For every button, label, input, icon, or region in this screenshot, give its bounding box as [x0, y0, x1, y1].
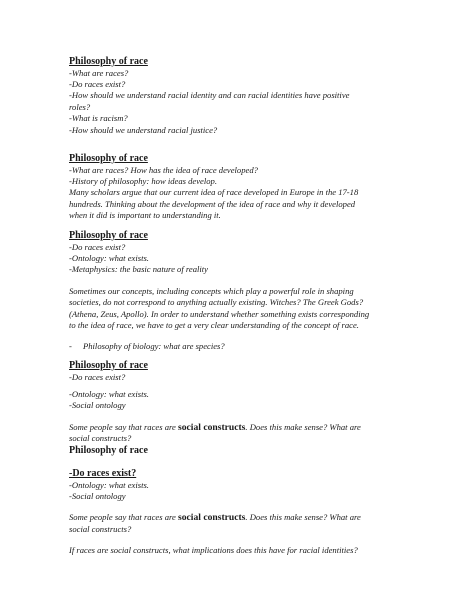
section-heading: Philosophy of race — [69, 230, 148, 241]
paragraph-line: Sometimes our concepts, including concepts which play a powerful role in shaping — [69, 285, 354, 296]
bullet-text: Philosophy of biology: what are species? — [83, 341, 225, 352]
emphasis-text: social constructs — [178, 421, 246, 433]
bullet-item — [69, 341, 414, 352]
emphasis-text: social constructs — [178, 512, 246, 524]
paragraph-line — [69, 422, 414, 433]
text-line: hundreds. Thinking about the development of the idea of race and why it developed — [69, 198, 356, 209]
text-line: -Ontology: what exists. — [69, 479, 149, 490]
text-line: -How should we understand racial identity and can racial identities have positive — [69, 90, 350, 101]
text-line: -Do races exist? — [69, 371, 126, 382]
paragraph-line: (Athena, Zeus, Apollo). In order to understand whether something exists corresponding — [69, 308, 370, 319]
text-line: -History of philosophy: how ideas develop. — [69, 175, 217, 186]
text-line: -How should we understand racial justice? — [69, 124, 218, 135]
paragraph-line: social constructs? — [69, 433, 132, 444]
text-line: -Ontology: what exists. — [69, 252, 149, 263]
text-line: -Do races exist? — [69, 78, 126, 89]
section-5 — [69, 468, 414, 557]
section-heading: Philosophy of race — [69, 153, 148, 164]
text-line: Many scholars argue that our current idea of race developed in Europe in the 17-18 — [69, 187, 359, 198]
section-1 — [69, 56, 414, 136]
text-line: -Ontology: what exists. — [69, 388, 149, 399]
text-line: -Social ontology — [69, 400, 126, 411]
section-2 — [69, 153, 414, 222]
section-4 — [69, 360, 414, 456]
paragraph-line: societies, do not correspond to anything actually existing. Witches? The Greek Gods? — [69, 297, 364, 308]
paragraph-line: to the idea of race, we have to get a very clear understanding of the concept of race. — [69, 319, 359, 330]
text-fragment: Some people say that races are — [69, 421, 178, 432]
text-line: when it did is important to understanding it. — [69, 210, 221, 221]
section-heading-plain: Philosophy of race — [69, 444, 148, 456]
text-line: -What is racism? — [69, 113, 128, 124]
text-fragment: . Does this make sense? What are — [245, 421, 361, 432]
section-heading: Philosophy of race — [69, 56, 148, 67]
text-fragment: Some people say that races are — [69, 512, 178, 523]
text-line: -What are races? How has the idea of race developed? — [69, 164, 258, 175]
text-line: roles? — [69, 101, 91, 112]
text-line: -What are races? — [69, 67, 129, 78]
section-3 — [69, 230, 414, 353]
paragraph-line — [69, 512, 414, 523]
text-fragment: . Does this make sense? What are — [245, 512, 361, 523]
bullet-dash: - — [69, 341, 72, 352]
section-heading: Philosophy of race — [69, 360, 148, 371]
section-heading: -Do races exist? — [69, 468, 137, 479]
final-question: If races are social constructs, what implications does this have for racial identities? — [69, 545, 358, 556]
paragraph-line: social constructs? — [69, 523, 132, 534]
text-line: -Do races exist? — [69, 241, 126, 252]
text-line: -Social ontology — [69, 490, 126, 501]
text-line: -Metaphysics: the basic nature of reality — [69, 264, 208, 275]
